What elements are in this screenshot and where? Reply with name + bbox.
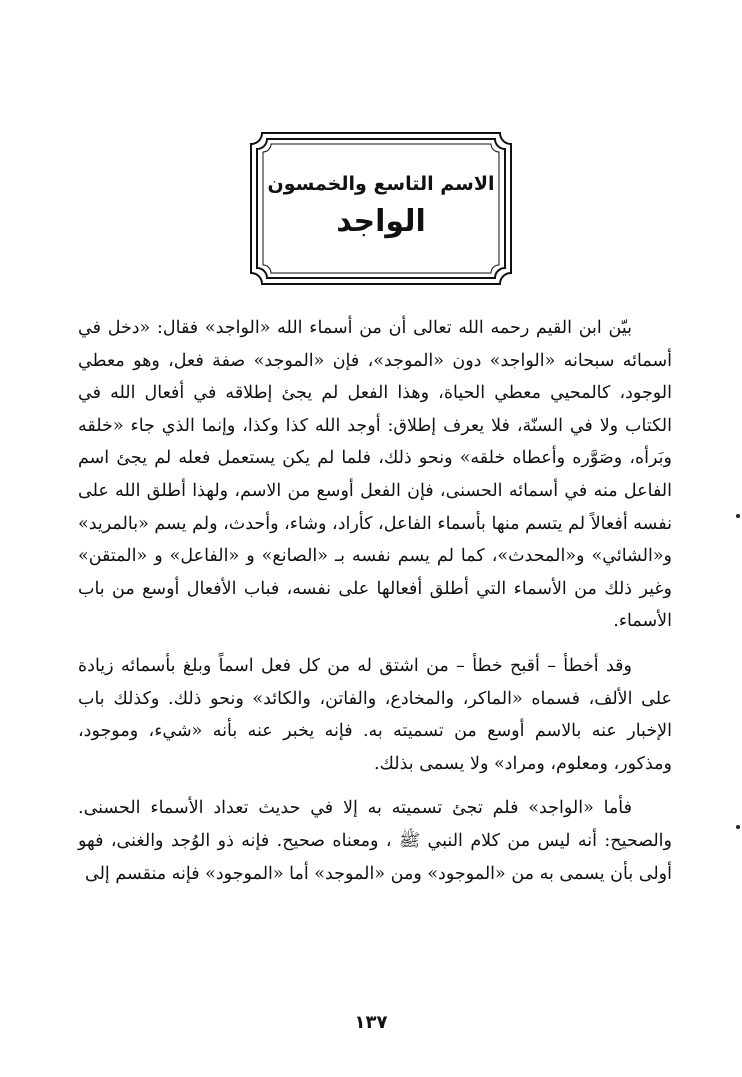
- chapter-subtitle: الاسم التاسع والخمسون: [267, 172, 495, 195]
- page-number: ١٣٧: [354, 1012, 388, 1033]
- body-text: [78, 312, 672, 890]
- paragraph-3: فأما «الواجد» فلم تجئ تسميته به إلا في حديث تعداد الأسماء الحسنى. والصحيح: أنه ليس من كلام النبي ﷺ ، ومعناه صحيح. فإنه ذو الوُجد والغنى، فهو أولى بأن يسمى به من «الموجود» ومن «الموجد» أما «الموجود» فإنه منقسم إلى: [78, 798, 672, 884]
- chapter-title: الواجد: [336, 203, 426, 239]
- title-frame: [248, 130, 514, 287]
- paragraph-1: بيّن ابن القيم رحمه الله تعالى أن من أسماء الله «الواجد» فقال: «دخل في أسمائه سبحانه «الواجد» دون «الموجد»، فإن «الموجد» صفة فعل، وهو معطي الوجود، كالمحيي معطي الحياة، وهذا الفعل لم يجئ إطلاقه في أفعال الله في الكتاب ولا في السنّة، فلا يعرف إطلاق: أوجد الله كذا وكذا، وإنما الذي جاء «خلقه وبَرأه، وصَوَّره وأعطاه خلقه» ونحو ذلك، فلما لم يكن يستعمل فعله لم يجئ اسم الفاعل منه في أسمائه الحسنى، فإن الفعل أوسع من الاسم، ولهذا أطلق الله على نفسه أفعالاً لم يتسم منها بأسماء الفاعل، كأراد، وشاء، وأحدث، ولم يسم «بالمريد» و«الشائي» و«المحدث»، كما لم يسم نفسه بـ «الصانع» و «الفاعل» و «المتقن» وغير ذلك من الأسماء التي أطلق أفعالها على نفسه، فباب الأفعال أوسع من باب الأسماء.: [78, 318, 672, 632]
- scan-mark: [736, 825, 740, 829]
- scan-mark: [736, 514, 740, 518]
- paragraph-2: وقد أخطأ – أقبح خطأ – من اشتق له من كل فعل اسماً وبلغ بأسمائه زيادة على الألف، فسماه «الماكر، والمخادع، والفاتن، والكائد» ونحو ذلك. وكذلك باب الإخبار عنه بالاسم أوسع من تسميته به. فإنه يخبر عنه بأنه «شيء، وموجود، ومذكور، ومعلوم، ومراد» ولا يسمى بذلك.: [78, 655, 672, 774]
- title-block: [248, 130, 514, 287]
